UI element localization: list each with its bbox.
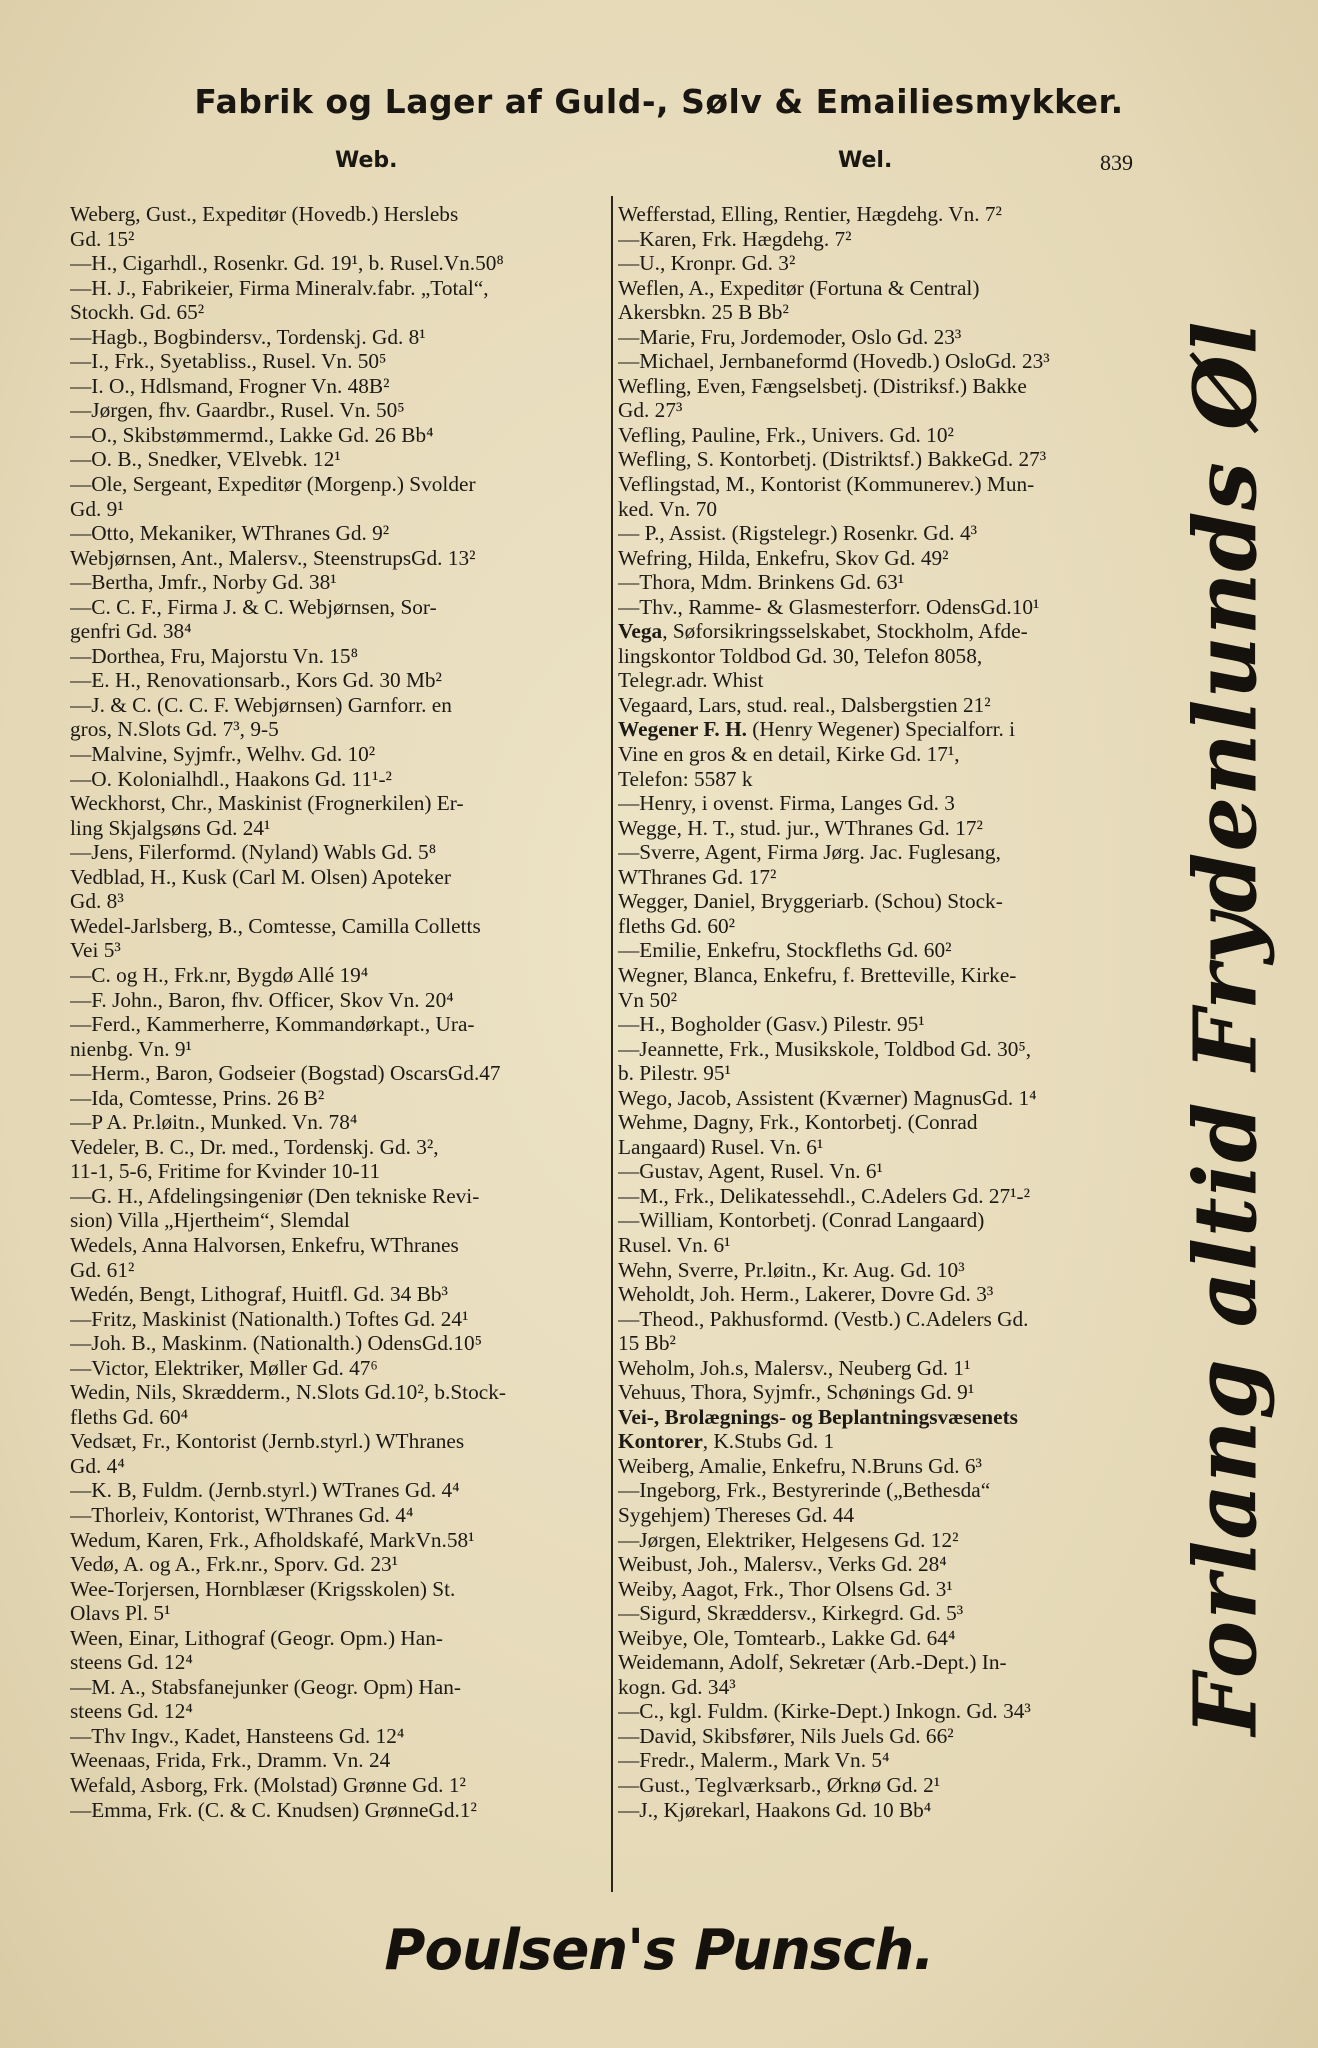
directory-entry-line: —Gust., Teglværksarb., Ørknø Gd. 2¹ (618, 1773, 941, 1797)
directory-entry-line: —Fritz, Maskinist (Nationalth.) Toftes Gd. 24¹ (70, 1306, 469, 1331)
directory-entry-line: —M. A., Stabsfanejunker (Geogr. Opm) Han- (70, 1674, 461, 1699)
directory-entry-line: gros, N.Slots Gd. 7³, 9-5 (70, 717, 279, 742)
directory-entry-line: —E. H., Renovationsarb., Kors Gd. 30 Mb² (70, 668, 442, 693)
directory-entry-line: Gd. 27³ (618, 398, 683, 423)
directory-entry-line: Vedø, A. og A., Frk.nr., Sporv. Gd. 23¹ (70, 1552, 399, 1577)
directory-entry-line: Weidemann, Adolf, Sekretær (Arb.-Dept.) In- (618, 1650, 1007, 1675)
directory-entry-line: —M., Frk., Delikatessehdl., C.Adelers Gd. 27¹-² (618, 1183, 1031, 1208)
directory-entry-line: Gd. 9¹ (70, 496, 124, 521)
running-head-right: Wel. (838, 148, 893, 173)
directory-entry-line: Wegge, H. T., stud. jur., WThranes Gd. 17² (618, 815, 983, 840)
directory-entry-line: —I. O., Hdlsmand, Frogner Vn. 48B² (70, 373, 390, 398)
directory-entry-line: Veflingstad, M., Kontorist (Kommunerev.) Mun- (618, 472, 1035, 497)
directory-entry-line: Wedén, Bengt, Lithograf, Huitfl. Gd. 34 Bb³ (70, 1282, 448, 1307)
directory-entry-line: Ween, Einar, Lithograf (Geogr. Opm.) Han- (70, 1625, 443, 1650)
directory-entry-line: Vei-, Brolægnings- og Beplantningsvæsenets (618, 1404, 1018, 1429)
directory-entry-line: —Hagb., Bogbindersv., Tordenskj. Gd. 8¹ (70, 324, 426, 349)
directory-entry-line: —Thorleiv, Kontorist, WThranes Gd. 4⁴ (70, 1502, 414, 1527)
directory-entry-line: —Ingeborg, Frk., Bestyrerinde („Bethesda“ (618, 1478, 991, 1503)
directory-entry-line: lingskontor Toldbod Gd. 30, Telefon 8058, (618, 643, 983, 668)
directory-entry-line: Vegaard, Lars, stud. real., Dalsbergstien 21² (618, 692, 991, 717)
directory-entry-line: fleths Gd. 60⁴ (70, 1404, 189, 1429)
directory-entry-line: Wedin, Nils, Skrædderm., N.Slots Gd.10², b.Stock- (70, 1380, 506, 1405)
directory-entry-line: —Bertha, Jmfr., Norby Gd. 38¹ (70, 570, 337, 595)
directory-entry-line: Webjørnsen, Ant., Malersv., SteenstrupsGd. 13² (70, 545, 476, 570)
directory-entry-line: —Gustav, Agent, Rusel. Vn. 6¹ (618, 1159, 883, 1184)
directory-entry-line: —C. og H., Frk.nr, Bygdø Allé 19⁴ (70, 962, 369, 987)
directory-entry-line: Wefling, S. Kontorbetj. (Distriktsf.) BakkeGd. 27³ (618, 447, 1047, 472)
directory-entry-line: genfri Gd. 38⁴ (70, 619, 192, 644)
directory-entry-line: —Ole, Sergeant, Expeditør (Morgenp.) Svolder (70, 472, 476, 497)
directory-entry-line: Kontorer, K.Stubs Gd. 1 (618, 1429, 835, 1454)
directory-entry-line: —J., Kjørekarl, Haakons Gd. 10 Bb⁴ (618, 1797, 932, 1822)
directory-entry-line: —G. H., Afdelingsingeniør (Den tekniske Revi- (70, 1183, 480, 1208)
directory-entry-line: Gd. 4⁴ (70, 1453, 125, 1478)
directory-entry-line: —C., kgl. Fuldm. (Kirke-Dept.) Inkogn. Gd. 34³ (618, 1699, 1031, 1724)
directory-entry-line: Weholdt, Joh. Herm., Lakerer, Dovre Gd. 3³ (618, 1282, 994, 1307)
directory-entry-line: Vefling, Pauline, Frk., Univers. Gd. 10² (618, 422, 954, 447)
header-advertisement: Fabrik og Lager af Guld-, Sølv & Emailiesmykker. (194, 82, 1124, 121)
directory-entry-line: —Thv., Ramme- & Glasmesterforr. OdensGd.10¹ (618, 594, 1040, 619)
directory-entry-line: Wego, Jacob, Assistent (Kværner) MagnusGd. 1⁴ (618, 1085, 1037, 1110)
directory-entry-line: Olavs Pl. 5¹ (70, 1601, 171, 1626)
directory-entry-line: —Victor, Elektriker, Møller Gd. 47⁶ (70, 1355, 378, 1380)
directory-entry-line: —Ferd., Kammerherre, Kommandørkapt., Ura- (70, 1012, 475, 1037)
directory-entry-line: Akersbkn. 25 B Bb² (618, 300, 789, 325)
directory-entry-line: b. Pilestr. 95¹ (618, 1061, 731, 1086)
directory-entry-line: —O. B., Snedker, VElvebk. 12¹ (70, 447, 341, 472)
directory-entry-line: —Jørgen, Elektriker, Helgesens Gd. 12² (618, 1527, 959, 1552)
directory-entry-line: —H., Bogholder (Gasv.) Pilestr. 95¹ (618, 1012, 925, 1037)
directory-entry-line: Wedels, Anna Halvorsen, Enkefru, WThranes (70, 1232, 459, 1257)
directory-entry-line: Sygehjem) Thereses Gd. 44 (618, 1502, 855, 1527)
directory-entry-line: —F. John., Baron, fhv. Officer, Skov Vn. 20⁴ (70, 987, 454, 1012)
directory-entry-line: —Ida, Comtesse, Prins. 26 B² (70, 1085, 325, 1110)
directory-entry-line: —Jeannette, Frk., Musikskole, Toldbod Gd. 30⁵, (618, 1036, 1032, 1061)
directory-entry-line: fleths Gd. 60² (618, 913, 735, 938)
directory-entry-line: Telefon: 5587 k (618, 766, 753, 791)
running-head-left: Web. (335, 148, 398, 173)
directory-entry-line: Weberg, Gust., Expeditør (Hovedb.) Herslebs (70, 202, 459, 226)
directory-entry-line: — P., Assist. (Rigstelegr.) Rosenkr. Gd. 4³ (618, 521, 977, 546)
directory-entry-line: —William, Kontorbetj. (Conrad Langaard) (618, 1208, 985, 1233)
column-divider (611, 196, 613, 1892)
directory-entry-line: Wefling, Even, Fængselsbetj. (Distriksf.) Bakke (618, 373, 1027, 398)
directory-entry-line: —Michael, Jernbaneformd (Hovedb.) OsloGd. 23³ (618, 349, 1050, 374)
directory-entry-line: Weenaas, Frida, Frk., Dramm. Vn. 24 (70, 1748, 391, 1773)
directory-entry-line: —Thv Ingv., Kadet, Hansteens Gd. 12⁴ (70, 1723, 405, 1748)
directory-entry-line: Wegger, Daniel, Bryggeriarb. (Schou) Stock- (618, 889, 1003, 914)
directory-entry-line: —Emilie, Enkefru, Stockfleths Gd. 60² (618, 938, 952, 963)
directory-entry-line: Weibye, Ole, Tomtearb., Lakke Gd. 64⁴ (618, 1625, 956, 1650)
directory-entry-line: —Thora, Mdm. Brinkens Gd. 63¹ (618, 570, 905, 595)
directory-entry-line: —Jens, Filerformd. (Nyland) Wabls Gd. 5⁸ (70, 840, 437, 865)
directory-entry-line: —O., Skibstømmermd., Lakke Gd. 26 Bb⁴ (70, 422, 434, 447)
directory-entry-line: Wegener F. H. (Henry Wegener) Specialforr. i (618, 717, 1016, 742)
directory-entry-line: —O. Kolonialhdl., Haakons Gd. 11¹-² (70, 766, 392, 791)
directory-entry-line: Rusel. Vn. 6¹ (618, 1232, 731, 1257)
directory-entry-line: —I., Frk., Syetabliss., Rusel. Vn. 50⁵ (70, 349, 387, 374)
directory-entry-line: —David, Skibsfører, Nils Juels Gd. 66² (618, 1723, 954, 1748)
directory-entry-line: Vega, Søforsikringsselskabet, Stockholm, Afde- (618, 619, 1028, 644)
directory-entry-line: —Malvine, Syjmfr., Welhv. Gd. 10² (70, 742, 376, 767)
directory-entry-line: Vine en gros & en detail, Kirke Gd. 17¹, (618, 742, 960, 767)
directory-entry-line: —Theod., Pakhusformd. (Vestb.) C.Adelers Gd. (618, 1306, 1029, 1331)
directory-entry-line: —Henry, i ovenst. Firma, Langes Gd. 3 (618, 791, 955, 816)
directory-entry-line: —Herm., Baron, Godseier (Bogstad) OscarsGd.47 (70, 1061, 501, 1086)
directory-entry-line: steens Gd. 12⁴ (70, 1650, 193, 1675)
directory-entry-line: 15 Bb² (618, 1331, 676, 1356)
directory-entry-line: —C. C. F., Firma J. & C. Webjørnsen, Sor- (70, 594, 437, 619)
directory-entry-line: steens Gd. 12⁴ (70, 1699, 193, 1724)
directory-entry-line: Weckhorst, Chr., Maskinist (Frognerkilen) Er- (70, 791, 464, 816)
right-column (618, 202, 1158, 1822)
directory-entry-line: —Sigurd, Skræddersv., Kirkegrd. Gd. 5³ (618, 1601, 964, 1626)
directory-entry-line: Wehme, Dagny, Frk., Kontorbetj. (Conrad (618, 1110, 978, 1135)
directory-entry-line: —U., Kronpr. Gd. 3² (618, 251, 796, 276)
directory-entry-line: Gd. 61² (70, 1257, 135, 1282)
directory-entry-line: —Emma, Frk. (C. & C. Knudsen) GrønneGd.1² (70, 1797, 477, 1822)
directory-entry-line: —H., Cigarhdl., Rosenkr. Gd. 19¹, b. Rusel.Vn.50⁸ (70, 251, 504, 276)
left-column (70, 202, 610, 1822)
directory-entry-line: —Karen, Frk. Hægdehg. 7² (618, 226, 852, 251)
directory-entry-line: —Otto, Mekaniker, WThranes Gd. 9² (70, 521, 390, 546)
directory-entry-line: —Jørgen, fhv. Gaardbr., Rusel. Vn. 50⁵ (70, 398, 405, 423)
directory-entry-line: sion) Villa „Hjertheim“, Slemdal (70, 1208, 350, 1233)
directory-entry-line: —Joh. B., Maskinm. (Nationalth.) OdensGd.10⁵ (70, 1331, 483, 1356)
directory-entry-line: —J. & C. (C. C. F. Webjørnsen) Garnforr. en (70, 692, 452, 717)
directory-entry-line: Wee-Torjersen, Hornblæser (Krigsskolen) St. (70, 1576, 456, 1601)
directory-entry-line: ked. Vn. 70 (618, 496, 717, 521)
directory-entry-line: —Fredr., Malerm., Mark Vn. 5⁴ (618, 1748, 890, 1773)
directory-entry-line: nienbg. Vn. 9¹ (70, 1036, 192, 1061)
directory-entry-line: —K. B, Fuldm. (Jernb.styrl.) WTranes Gd. 4⁴ (70, 1478, 460, 1503)
directory-entry-line: Vedblad, H., Kusk (Carl M. Olsen) Apoteker (70, 864, 451, 889)
directory-entry-line: Vn 50² (618, 987, 678, 1012)
directory-entry-line: 11-1, 5-6, Fritime for Kvinder 10-11 (70, 1159, 381, 1184)
directory-entry-line: Gd. 15² (70, 226, 135, 251)
directory-entry-line: Weibust, Joh., Malersv., Verks Gd. 28⁴ (618, 1552, 947, 1577)
directory-entry-line: —Sverre, Agent, Firma Jørg. Jac. Fuglesang, (618, 840, 1001, 865)
directory-entry-line: Vei 5³ (70, 938, 121, 963)
directory-entry-line: ling Skjalgsøns Gd. 24¹ (70, 815, 271, 840)
directory-entry-line: Weiberg, Amalie, Enkefru, N.Bruns Gd. 6³ (618, 1453, 982, 1478)
directory-entry-line: Telegr.adr. Whist (618, 668, 764, 693)
directory-entry-line: Wehn, Sverre, Pr.løitn., Kr. Aug. Gd. 10³ (618, 1257, 965, 1282)
directory-entry-line: Wegner, Blanca, Enkefru, f. Bretteville, Kirke- (618, 962, 1017, 987)
directory-entry-line: Langaard) Rusel. Vn. 6¹ (618, 1134, 824, 1159)
directory-entry-line: Weiby, Aagot, Frk., Thor Olsens Gd. 3¹ (618, 1576, 953, 1601)
directory-entry-line: Wedel-Jarlsberg, B., Comtesse, Camilla Colletts (70, 913, 481, 938)
directory-entry-line: —Marie, Fru, Jordemoder, Oslo Gd. 23³ (618, 324, 962, 349)
directory-entry-line: Weflen, A., Expeditør (Fortuna & Central) (618, 275, 980, 300)
directory-entry-line: Wefring, Hilda, Enkefru, Skov Gd. 49² (618, 545, 949, 570)
directory-entry-line: Stockh. Gd. 65² (70, 300, 205, 325)
directory-entry-line: Vedsæt, Fr., Kontorist (Jernb.styrl.) WThranes (70, 1429, 465, 1454)
directory-entry-line: Wefferstad, Elling, Rentier, Hægdehg. Vn. 7² (618, 202, 1002, 226)
directory-entry-line: —H. J., Fabrikeier, Firma Mineralv.fabr. „Total“, (70, 275, 489, 300)
side-advertisement-text: Forlang altid Frydenlunds Øl (1175, 320, 1277, 1736)
directory-entry-line: Wefald, Asborg, Frk. (Molstad) Grønne Gd. 1² (70, 1773, 466, 1797)
directory-entry-line: Vedeler, B. C., Dr. med., Tordenskj. Gd. 3², (70, 1134, 439, 1159)
directory-entry-line: —Dorthea, Fru, Majorstu Vn. 15⁸ (70, 643, 359, 668)
directory-entry-line: Gd. 8³ (70, 889, 124, 914)
directory-entry-line: Weholm, Joh.s, Malersv., Neuberg Gd. 1¹ (618, 1355, 971, 1380)
directory-entry-line: —P A. Pr.løitn., Munked. Vn. 78⁴ (70, 1110, 358, 1135)
directory-entry-line: Vehuus, Thora, Syjmfr., Schønings Gd. 9¹ (618, 1380, 975, 1405)
directory-entry-line: WThranes Gd. 17² (618, 864, 777, 889)
directory-entry-line: kogn. Gd. 34³ (618, 1674, 736, 1699)
directory-entry-line: Wedum, Karen, Frk., Afholdskafé, MarkVn.58¹ (70, 1527, 475, 1552)
page-number: 839 (1100, 150, 1133, 175)
footer-advertisement: Poulsen's Punsch. (384, 1918, 934, 1983)
